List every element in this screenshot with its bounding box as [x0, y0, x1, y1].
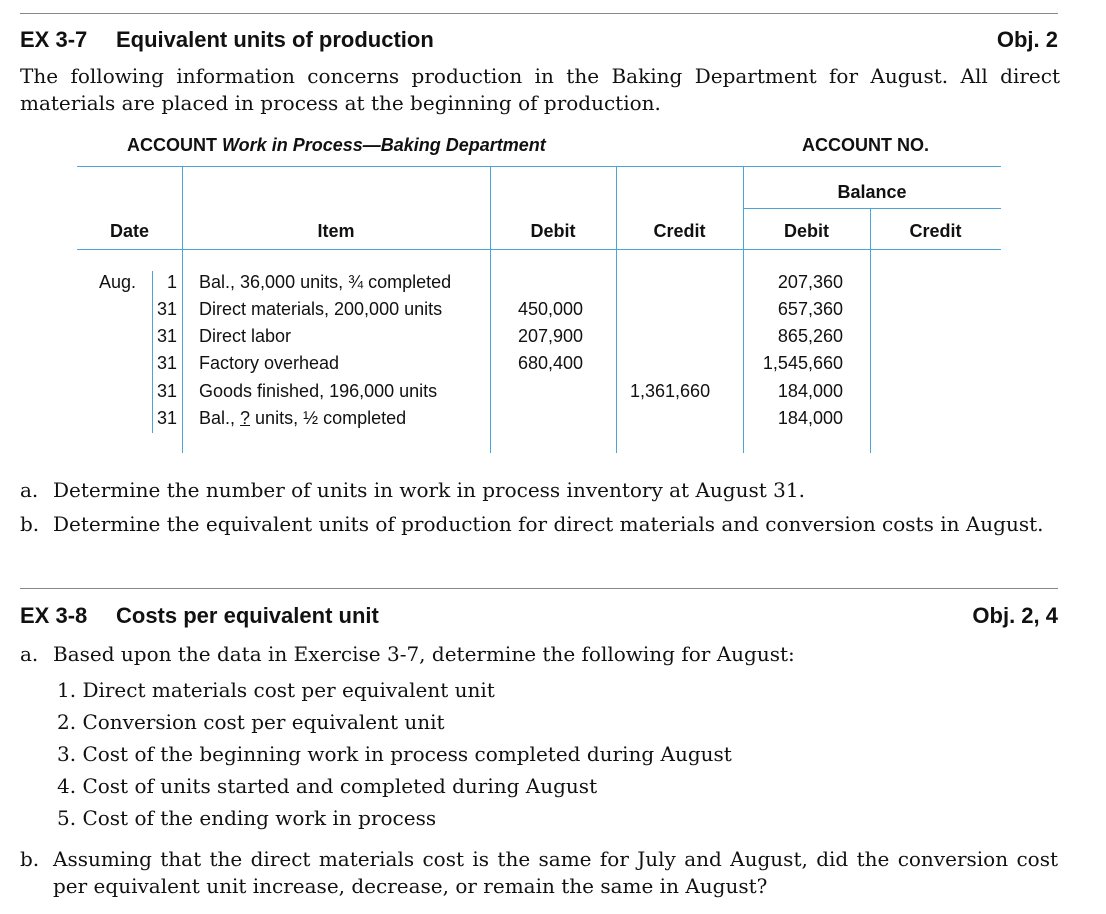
question-label: b.	[20, 512, 40, 536]
row-debit: 680,400	[518, 353, 584, 373]
list-item: 2. Conversion cost per equivalent unit	[57, 710, 445, 734]
row-item: Direct materials, 200,000 units	[199, 299, 443, 319]
list-item: 5. Cost of the ending work in process	[57, 806, 437, 830]
row-item: Bal., 36,000 units, ¾ completed	[199, 272, 452, 292]
ex37-objective: Obj. 2	[996, 27, 1058, 52]
date-month: Aug.	[99, 272, 137, 292]
row-item: Goods finished, 196,000 units	[199, 381, 438, 401]
section-rule	[20, 588, 1058, 589]
row-item-suffix: units, ½ completed	[250, 408, 407, 428]
row-day: 31	[156, 381, 177, 401]
list-item: 4. Cost of units started and completed during August	[57, 774, 598, 798]
question-label: b.	[20, 847, 40, 871]
header-bottom-line	[77, 249, 1001, 250]
date-item-divider	[182, 166, 183, 453]
row-day: 1	[166, 272, 177, 292]
balance-debit-credit-divider	[870, 208, 871, 453]
question-label: a.	[20, 642, 39, 666]
row-item: Direct labor	[199, 326, 292, 346]
ex38-objective: Obj. 2, 4	[972, 603, 1058, 628]
account-no-label: ACCOUNT NO.	[802, 135, 929, 155]
ex37-number: EX 3-7	[20, 27, 88, 52]
table-top-line	[77, 166, 1001, 167]
row-balance-debit: 184,000	[777, 408, 843, 428]
row-item: Factory overhead	[199, 353, 340, 373]
question-label: a.	[20, 478, 39, 502]
row-item	[199, 405, 406, 432]
ex38-title: Costs per equivalent unit	[116, 603, 379, 628]
question-text: Based upon the data in Exercise 3-7, determine the following for August:	[53, 642, 795, 666]
question-text: Determine the equivalent units of production for direct materials and conversion costs in August.	[53, 512, 1044, 536]
row-debit: 450,000	[518, 299, 584, 319]
row-balance-debit: 865,260	[777, 326, 843, 346]
account-header	[127, 135, 546, 156]
header-balance: Balance	[837, 182, 907, 202]
row-day: 31	[156, 326, 177, 346]
list-item: 1. Direct materials cost per equivalent unit	[57, 678, 495, 702]
row-item-prefix: Bal.,	[199, 408, 241, 428]
ex37-intro: The following information concerns production in the Baking Department for August. All direct materials are placed in process at the beginning of production.	[20, 64, 1060, 115]
ex37-title: Equivalent units of production	[116, 27, 434, 52]
header-debit: Debit	[530, 221, 576, 241]
ex37-question-b	[20, 511, 1060, 565]
unknown-units-mark: ?	[240, 408, 251, 428]
row-balance-debit: 657,360	[777, 299, 843, 319]
list-item: 3. Cost of the beginning work in process completed during August	[57, 742, 732, 766]
header-credit: Credit	[653, 221, 706, 241]
account-name: Work in Process—Baking Department	[222, 135, 546, 155]
header-balance-credit: Credit	[909, 221, 962, 241]
question-text: Determine the number of units in work in process inventory at August 31.	[53, 478, 805, 502]
question-text: Assuming that the direct materials cost is the same for July and August, did the conversion cost per equivalent unit increase, decrease, or remain the same in August?	[53, 847, 1058, 898]
row-day: 31	[156, 408, 177, 428]
row-day: 31	[156, 353, 177, 373]
row-credit: 1,361,660	[630, 381, 711, 401]
account-label: ACCOUNT	[127, 135, 217, 155]
row-day: 31	[156, 299, 177, 319]
header-balance-debit: Debit	[784, 221, 829, 241]
ex38-question-b	[20, 846, 1060, 900]
ex38-number: EX 3-8	[20, 603, 88, 628]
ex38-question-a	[20, 641, 1060, 668]
ex37-heading	[20, 27, 1058, 57]
debit-credit-divider	[616, 166, 617, 453]
header-item: Item	[317, 221, 355, 241]
row-balance-debit: 207,360	[777, 272, 843, 292]
ex38-heading	[20, 603, 1058, 633]
row-balance-debit: 1,545,660	[762, 353, 843, 373]
row-debit: 207,900	[518, 326, 584, 346]
ex37-question-a	[20, 477, 1060, 504]
header-date: Date	[109, 221, 149, 241]
balance-divider-line	[743, 208, 1001, 209]
top-rule	[20, 13, 1058, 14]
row-balance-debit: 184,000	[777, 381, 843, 401]
item-debit-divider	[490, 166, 491, 453]
